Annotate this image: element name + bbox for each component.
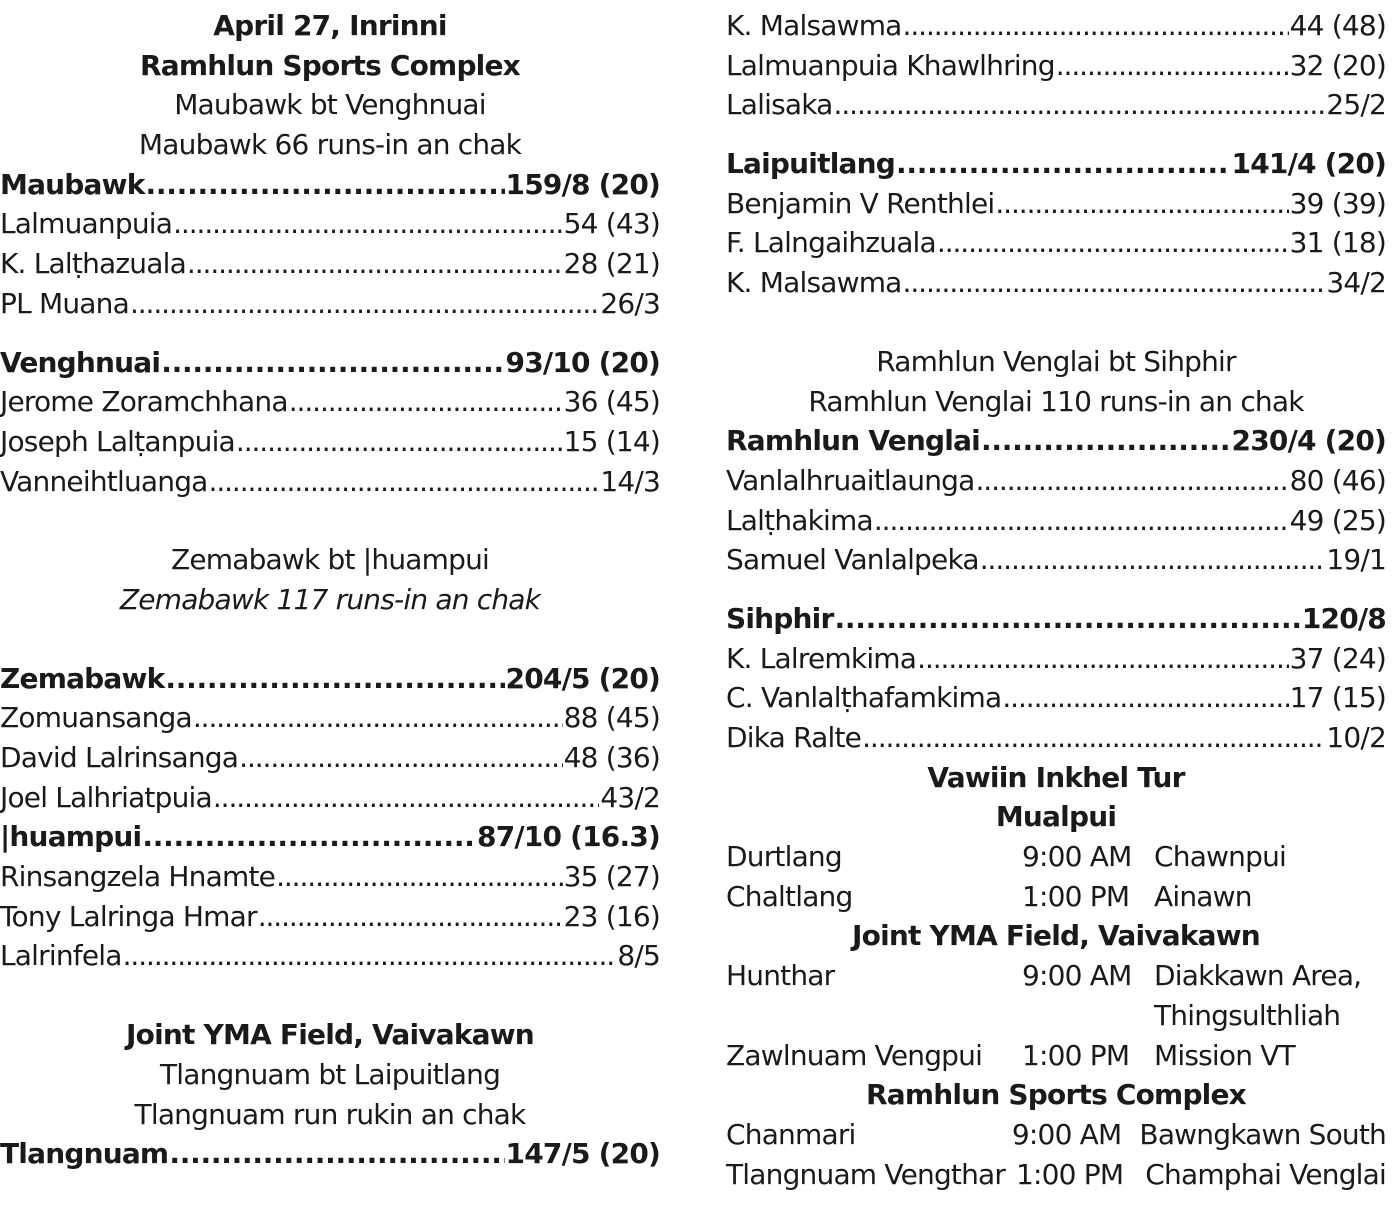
schedule-opponent: Chawnpui [1154,840,1287,874]
schedule-row [726,1155,1386,1195]
player-row [726,85,1386,125]
schedule-opponent: Champhai Venglai [1145,1157,1386,1191]
team-score: 141/4 (20) [1231,147,1386,181]
schedule-time: 9:00 AM [1022,959,1132,993]
team-score-row [0,343,660,383]
schedule-team: Durtlang [726,840,842,874]
schedule-venue: Joint YMA Field, Vaivakawn [852,919,1260,953]
player-score: 32 (20) [1289,48,1386,82]
right-column [726,6,1386,1194]
team-score: 87/10 (16.3) [477,820,660,854]
schedule-time: 1:00 PM [1022,879,1130,913]
schedule-row [726,837,1386,877]
player-score: 19/1 [1326,543,1386,577]
player-name: Samuel Vanlalpeka [726,543,979,577]
player-score: 43/2 [600,780,660,814]
player-name: Benjamin V Renthlei [726,186,995,220]
team-name: Tlangnuam [0,1137,169,1171]
player-name: Tony Lalringa Hmar [0,899,257,933]
player-score: 15 (14) [563,424,660,458]
player-name: Lalmuanpuia [0,207,173,241]
player-row [0,698,660,738]
schedule-venue: Mualpui [995,800,1117,834]
date-heading: April 27, Inrinni [213,9,447,42]
player-row [726,6,1386,46]
player-score: 88 (45) [563,701,660,735]
player-name: Zomuansanga [0,701,192,735]
player-score: 10/2 [1326,721,1386,754]
player-name: K. Malsawma [726,266,902,300]
team-score-row [726,421,1386,461]
player-score: 31 (18) [1289,226,1386,260]
match-result: Maubawk 66 runs-in an chak [138,128,522,162]
player-row [0,204,660,244]
player-name: Lalisaka [726,88,833,122]
player-row [726,540,1386,580]
player-row [726,223,1386,263]
team-name: Sihphir [726,601,834,635]
schedule-time: 9:00 AM [1022,840,1132,874]
player-row [0,284,660,324]
team-score-row [0,1134,660,1174]
player-name: K. Malsawma [726,9,902,42]
player-row [0,936,660,976]
match-fixture: Zemabawk bt |huampui [170,543,490,577]
match-result: Zemabawk 117 runs-in an chak [119,582,541,616]
player-row [726,46,1386,86]
player-name: Joel Lalhriatpuia [0,780,212,814]
schedule-team: Chaltlang [726,879,853,913]
schedule-opponent: Diakkawn Area, Thingsulthliah [1154,959,1362,1032]
player-row [726,461,1386,501]
player-score: 26/3 [600,286,660,320]
venue-heading: Joint YMA Field, Vaivakawn [126,1018,534,1052]
player-score: 37 (24) [1289,641,1386,675]
player-row [726,501,1386,541]
player-score: 36 (45) [563,385,660,419]
player-row [0,778,660,818]
team-name: Maubawk [0,167,145,201]
team-score: 204/5 (20) [505,661,660,695]
team-score: 147/5 (20) [505,1137,660,1171]
match-fixture: Maubawk bt Venghnuai [174,88,486,122]
schedule-row [726,1036,1386,1076]
player-name: Joseph Lalṭanpuia [0,424,235,458]
schedule-row [726,956,1386,1035]
player-name: Lalṭhakima [726,503,873,537]
player-name: Lalrinfela [0,939,122,973]
player-name: Vanneihtluanga [0,464,208,498]
player-row [0,244,660,284]
player-name: F. Lalngaihzuala [726,226,936,260]
player-name: Dika Ralte [726,721,862,754]
player-row [0,422,660,462]
match-fixture: Ramhlun Venglai bt Sihphir [876,344,1236,378]
team-score-row [0,659,660,699]
player-name: PL Muana [0,286,129,320]
player-name: Lalmuanpuia Khawlhring [726,48,1055,82]
schedule-venue: Ramhlun Sports Complex [866,1078,1246,1112]
player-score: 35 (27) [563,860,660,894]
team-name: |huampui [0,820,142,854]
player-name: K. Lalremkima [726,641,917,675]
schedule-team: Tlangnuam Vengthar [726,1157,1006,1191]
player-row [0,462,660,502]
player-name: Rinsangzela Hnamte [0,860,276,894]
team-score-row [726,144,1386,184]
schedule-opponent: Ainawn [1154,879,1252,913]
player-score: 34/2 [1326,266,1386,300]
player-score: 25/2 [1326,88,1386,122]
player-score: 17 (15) [1289,681,1386,715]
player-name: Jerome Zoramchhana [0,385,288,419]
team-score-row [0,165,660,205]
schedule-row [726,1115,1386,1155]
player-score: 49 (25) [1289,503,1386,537]
player-score: 8/5 [617,939,660,973]
team-name: Ramhlun Venglai [726,424,980,458]
player-score: 44 (48) [1289,9,1386,42]
team-name: Laipuitlang [726,147,895,181]
schedule-opponent: Mission VT [1154,1038,1295,1072]
player-row [0,382,660,422]
team-score-row [0,817,660,857]
leader-dots [146,165,505,205]
player-name: Vanlalhruaitlaunga [726,463,975,497]
schedule-time: 9:00 AM [1011,1117,1122,1151]
venue-heading: Ramhlun Sports Complex [140,48,520,82]
player-score: 80 (46) [1289,463,1386,497]
left-column [0,6,660,1174]
team-score: 230/4 (20) [1231,424,1386,458]
player-row [726,184,1386,224]
schedule-title: Vawiin Inkhel Tur [927,760,1185,794]
schedule-time: 1:00 PM [1015,1157,1124,1191]
player-score: 23 (16) [563,899,660,933]
player-row [0,857,660,897]
match-fixture: Tlangnuam bt Laipuitlang [159,1057,501,1091]
player-score: 48 (36) [563,741,660,774]
schedule-team: Hunthar [726,959,835,993]
player-row [726,263,1386,303]
match-result: Tlangnuam run rukin an chak [134,1097,526,1131]
player-row [0,897,660,937]
player-name: David Lalrinsanga [0,741,239,774]
player-row [726,639,1386,679]
schedule-team: Zawlnuam Vengpui [726,1038,983,1072]
schedule-team: Chanmari [726,1117,856,1151]
team-score: 120/8 [1301,601,1386,635]
schedule-row [726,877,1386,917]
player-row [726,718,1386,758]
player-score: 54 (43) [563,207,660,241]
player-score: 14/3 [600,464,660,498]
player-row [726,678,1386,718]
schedule-opponent: Bawngkawn South [1139,1117,1386,1151]
team-score-row [726,599,1386,639]
team-score: 93/10 (20) [505,345,660,379]
player-name: C. Vanlalṭhafamkima [726,681,1002,715]
player-score: 28 (21) [563,247,660,281]
player-score: 39 (39) [1289,186,1386,220]
player-row [0,738,660,778]
player-name: K. Lalṭhazuala [0,247,186,281]
schedule-time: 1:00 PM [1022,1038,1130,1072]
team-name: Zemabawk [0,661,165,695]
team-name: Venghnuai [0,345,161,379]
match-result: Ramhlun Venglai 110 runs-in an chak [808,384,1304,418]
team-score: 159/8 (20) [505,167,660,201]
